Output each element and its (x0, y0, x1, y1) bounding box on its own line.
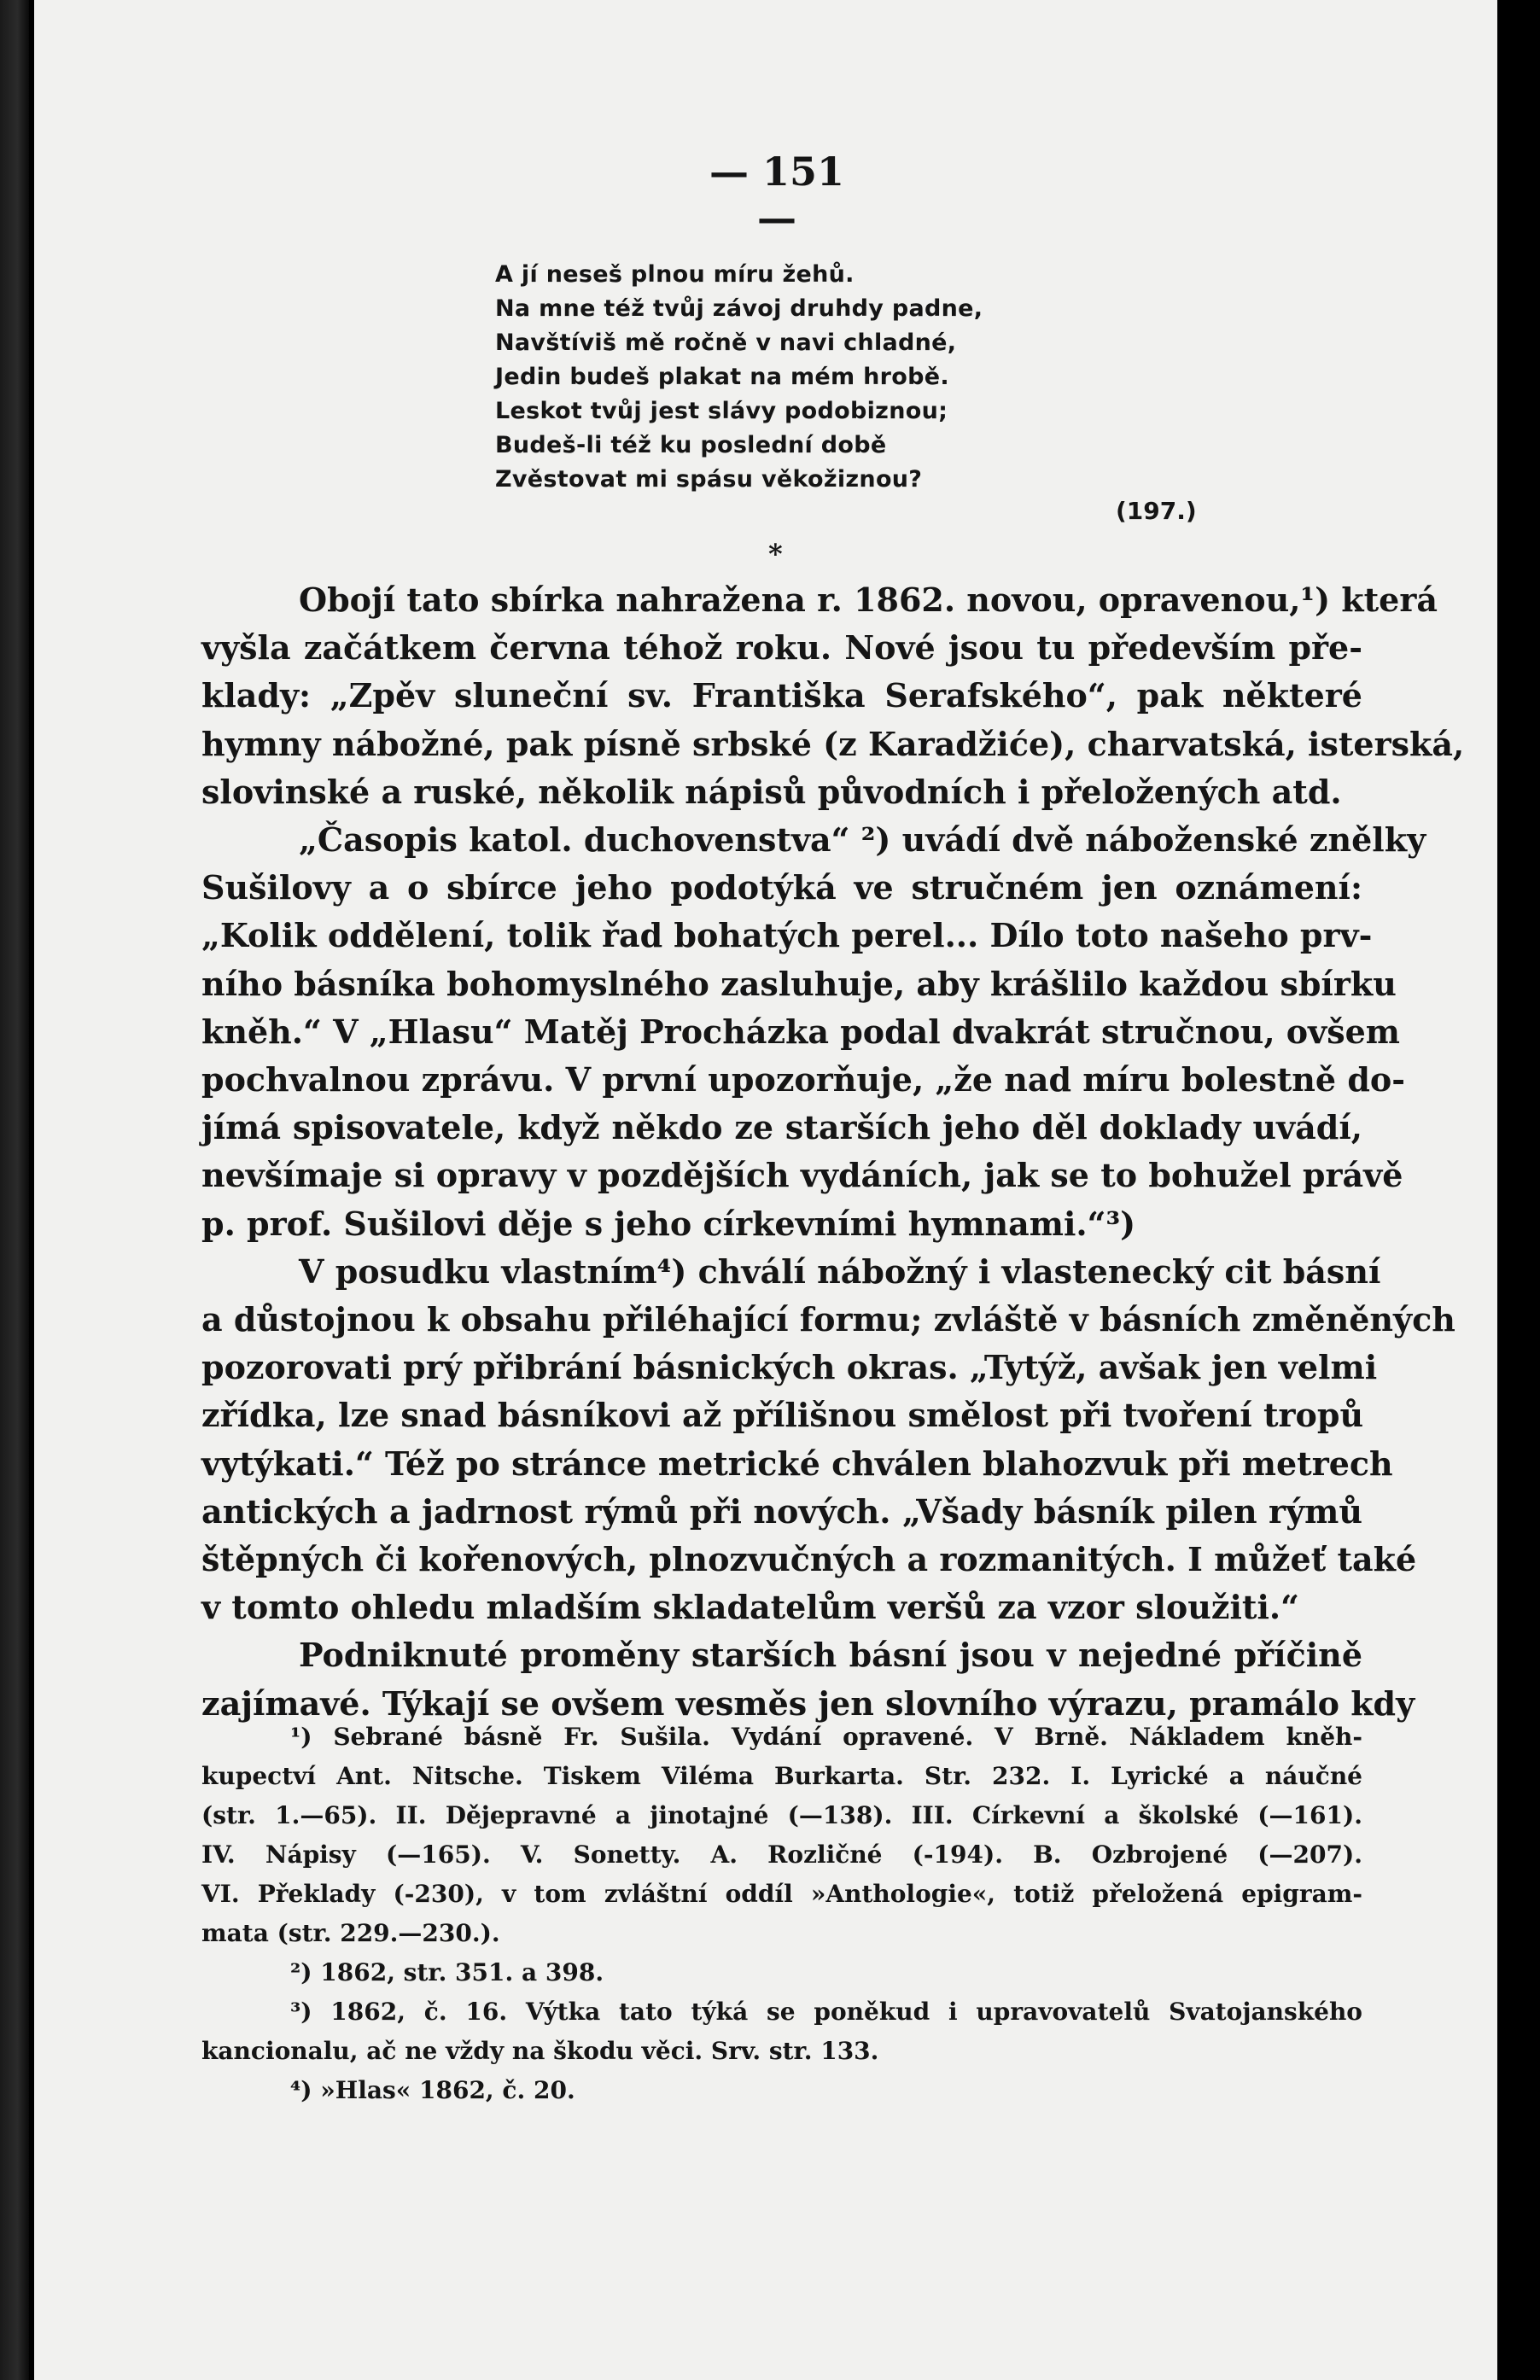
scan-left-edge (0, 0, 29, 2380)
poem-line: Budeš-li též ku poslední době (495, 432, 887, 458)
body-line: Sušilovy a o sbírce jeho podotýká ve stručném jen oznámení: (201, 868, 1362, 907)
footnote-line: VI. Překlady (-230), v tom zvláštní oddíl »Anthologie«, totiž přeložená epigram- (201, 1880, 1362, 1908)
body-line: pozorovati prý přibrání básnických okras. „Tytýž, avšak jen velmi (201, 1348, 1378, 1387)
footnote-line: ¹) Sebrané básně Fr. Sušila. Vydání opravené. V Brně. Nákladem kněh- (290, 1723, 1362, 1751)
body-line: kněh.“ V „Hlasu“ Matěj Procházka podal dvakrát stručnou, ovšem (201, 1012, 1400, 1051)
body-line: pochvalnou zprávu. V první upozorňuje, „že nad míru bolestně do- (201, 1060, 1406, 1100)
book-page (34, 0, 1497, 2380)
footnote-line: (str. 1.—65). II. Dějepravné a jinotajné (—138). III. Církevní a školské (—161). (201, 1801, 1362, 1829)
section-separator: * (768, 538, 783, 570)
footnote-line: ³) 1862, č. 16. Výtka tato týká se poněkud i upravovatelů Svatojanského (290, 1998, 1362, 2026)
poem-line: A jí neseš plnou míru žehů. (495, 261, 855, 288)
body-line: vyšla začátkem června téhož roku. Nové jsou tu především pře- (201, 628, 1362, 668)
poem-line: Jedin budeš plakat na mém hrobě. (495, 364, 949, 390)
poem-line: Leskot tvůj jest slávy podobiznou; (495, 398, 948, 424)
body-line: nevšímaje si opravy v pozdějších vydáních, jak se to bohužel právě (201, 1156, 1403, 1195)
footnote-divider (205, 1716, 1349, 1717)
body-line: Obojí tato sbírka nahražena r. 1862. novou, opravenou,¹) která (299, 580, 1438, 619)
body-line: Podniknuté proměny starších básní jsou v nejedné příčině (299, 1636, 1362, 1675)
poem-line: Navštíviš mě ročně v navi chladné, (495, 330, 957, 356)
body-line: ního básníka bohomyslného zasluhuje, aby krášlilo každou sbírku (201, 964, 1397, 1003)
page-number: — 151 — (709, 149, 845, 241)
body-line: zajímavé. Týkají se ovšem vesměs jen slovního výrazu, pramálo kdy (201, 1683, 1415, 1723)
body-line: jímá spisovatele, když někdo ze starších jeho děl doklady uvádí, (201, 1108, 1362, 1147)
body-text (201, 576, 1465, 1728)
poem-block (495, 258, 1110, 497)
body-line: klady: „Zpěv sluneční sv. Františka Serafského“, pak některé (201, 676, 1362, 715)
body-line: zřídka, lze snad básníkovi až přílišnou smělost při tvoření tropů (201, 1396, 1364, 1435)
footnote-line: kancionalu, ač ne vždy na škodu věci. Srv. str. 133. (201, 2037, 879, 2065)
body-line: p. prof. Sušilovi děje s jeho církevními hymnami.“³) (201, 1204, 1136, 1243)
footnotes (201, 1718, 1362, 2110)
body-line: vytýkati.“ Též po stránce metrické chválen blahozvuk při metrech (201, 1444, 1393, 1483)
body-line: antických a jadrnost rýmů při nových. „Všady básník pilen rýmů (201, 1491, 1362, 1531)
body-line: V posudku vlastním⁴) chválí nábožný i vlastenecký cit básní (299, 1251, 1381, 1291)
body-line: hymny nábožné, pak písně srbské (z Karadžiće), charvatská, isterská, (201, 724, 1465, 763)
footnote-line: kupectví Ant. Nitsche. Tiskem Viléma Burkarta. Str. 232. I. Lyrické a náučné (201, 1762, 1362, 1790)
poem-reference: (197.) (1116, 497, 1197, 525)
poem-line: Na mne též tvůj závoj druhdy padne, (495, 295, 983, 322)
body-line: „Kolik oddělení, tolik řad bohatých perel... Dílo toto našeho prv- (201, 916, 1373, 955)
body-line: a důstojnou k obsahu přiléhající formu; zvláště v básních změněných (201, 1300, 1455, 1339)
footnote-line: ²) 1862, str. 351. a 398. (290, 1958, 604, 1986)
footnote-line: mata (str. 229.—230.). (201, 1919, 500, 1947)
footnote-line: ⁴) »Hlas« 1862, č. 20. (290, 2076, 575, 2104)
poem-line: Zvěstovat mi spásu věkožiznou? (495, 466, 923, 493)
body-line: štěpných či kořenových, plnozvučných a rozmanitých. I můžeť také (201, 1540, 1417, 1579)
body-line: v tomto ohledu mladším skladatelům veršů za vzor sloužiti.“ (201, 1588, 1299, 1627)
footnote-line: IV. Nápisy (—165). V. Sonetty. A. Rozličné (-194). B. Ozbrojené (—207). (201, 1840, 1362, 1869)
body-line: „Časopis katol. duchovenstva“ ²) uvádí dvě náboženské znělky (299, 820, 1426, 860)
body-line: slovinské a ruské, několik nápisů původních i přeložených atd. (201, 772, 1342, 811)
